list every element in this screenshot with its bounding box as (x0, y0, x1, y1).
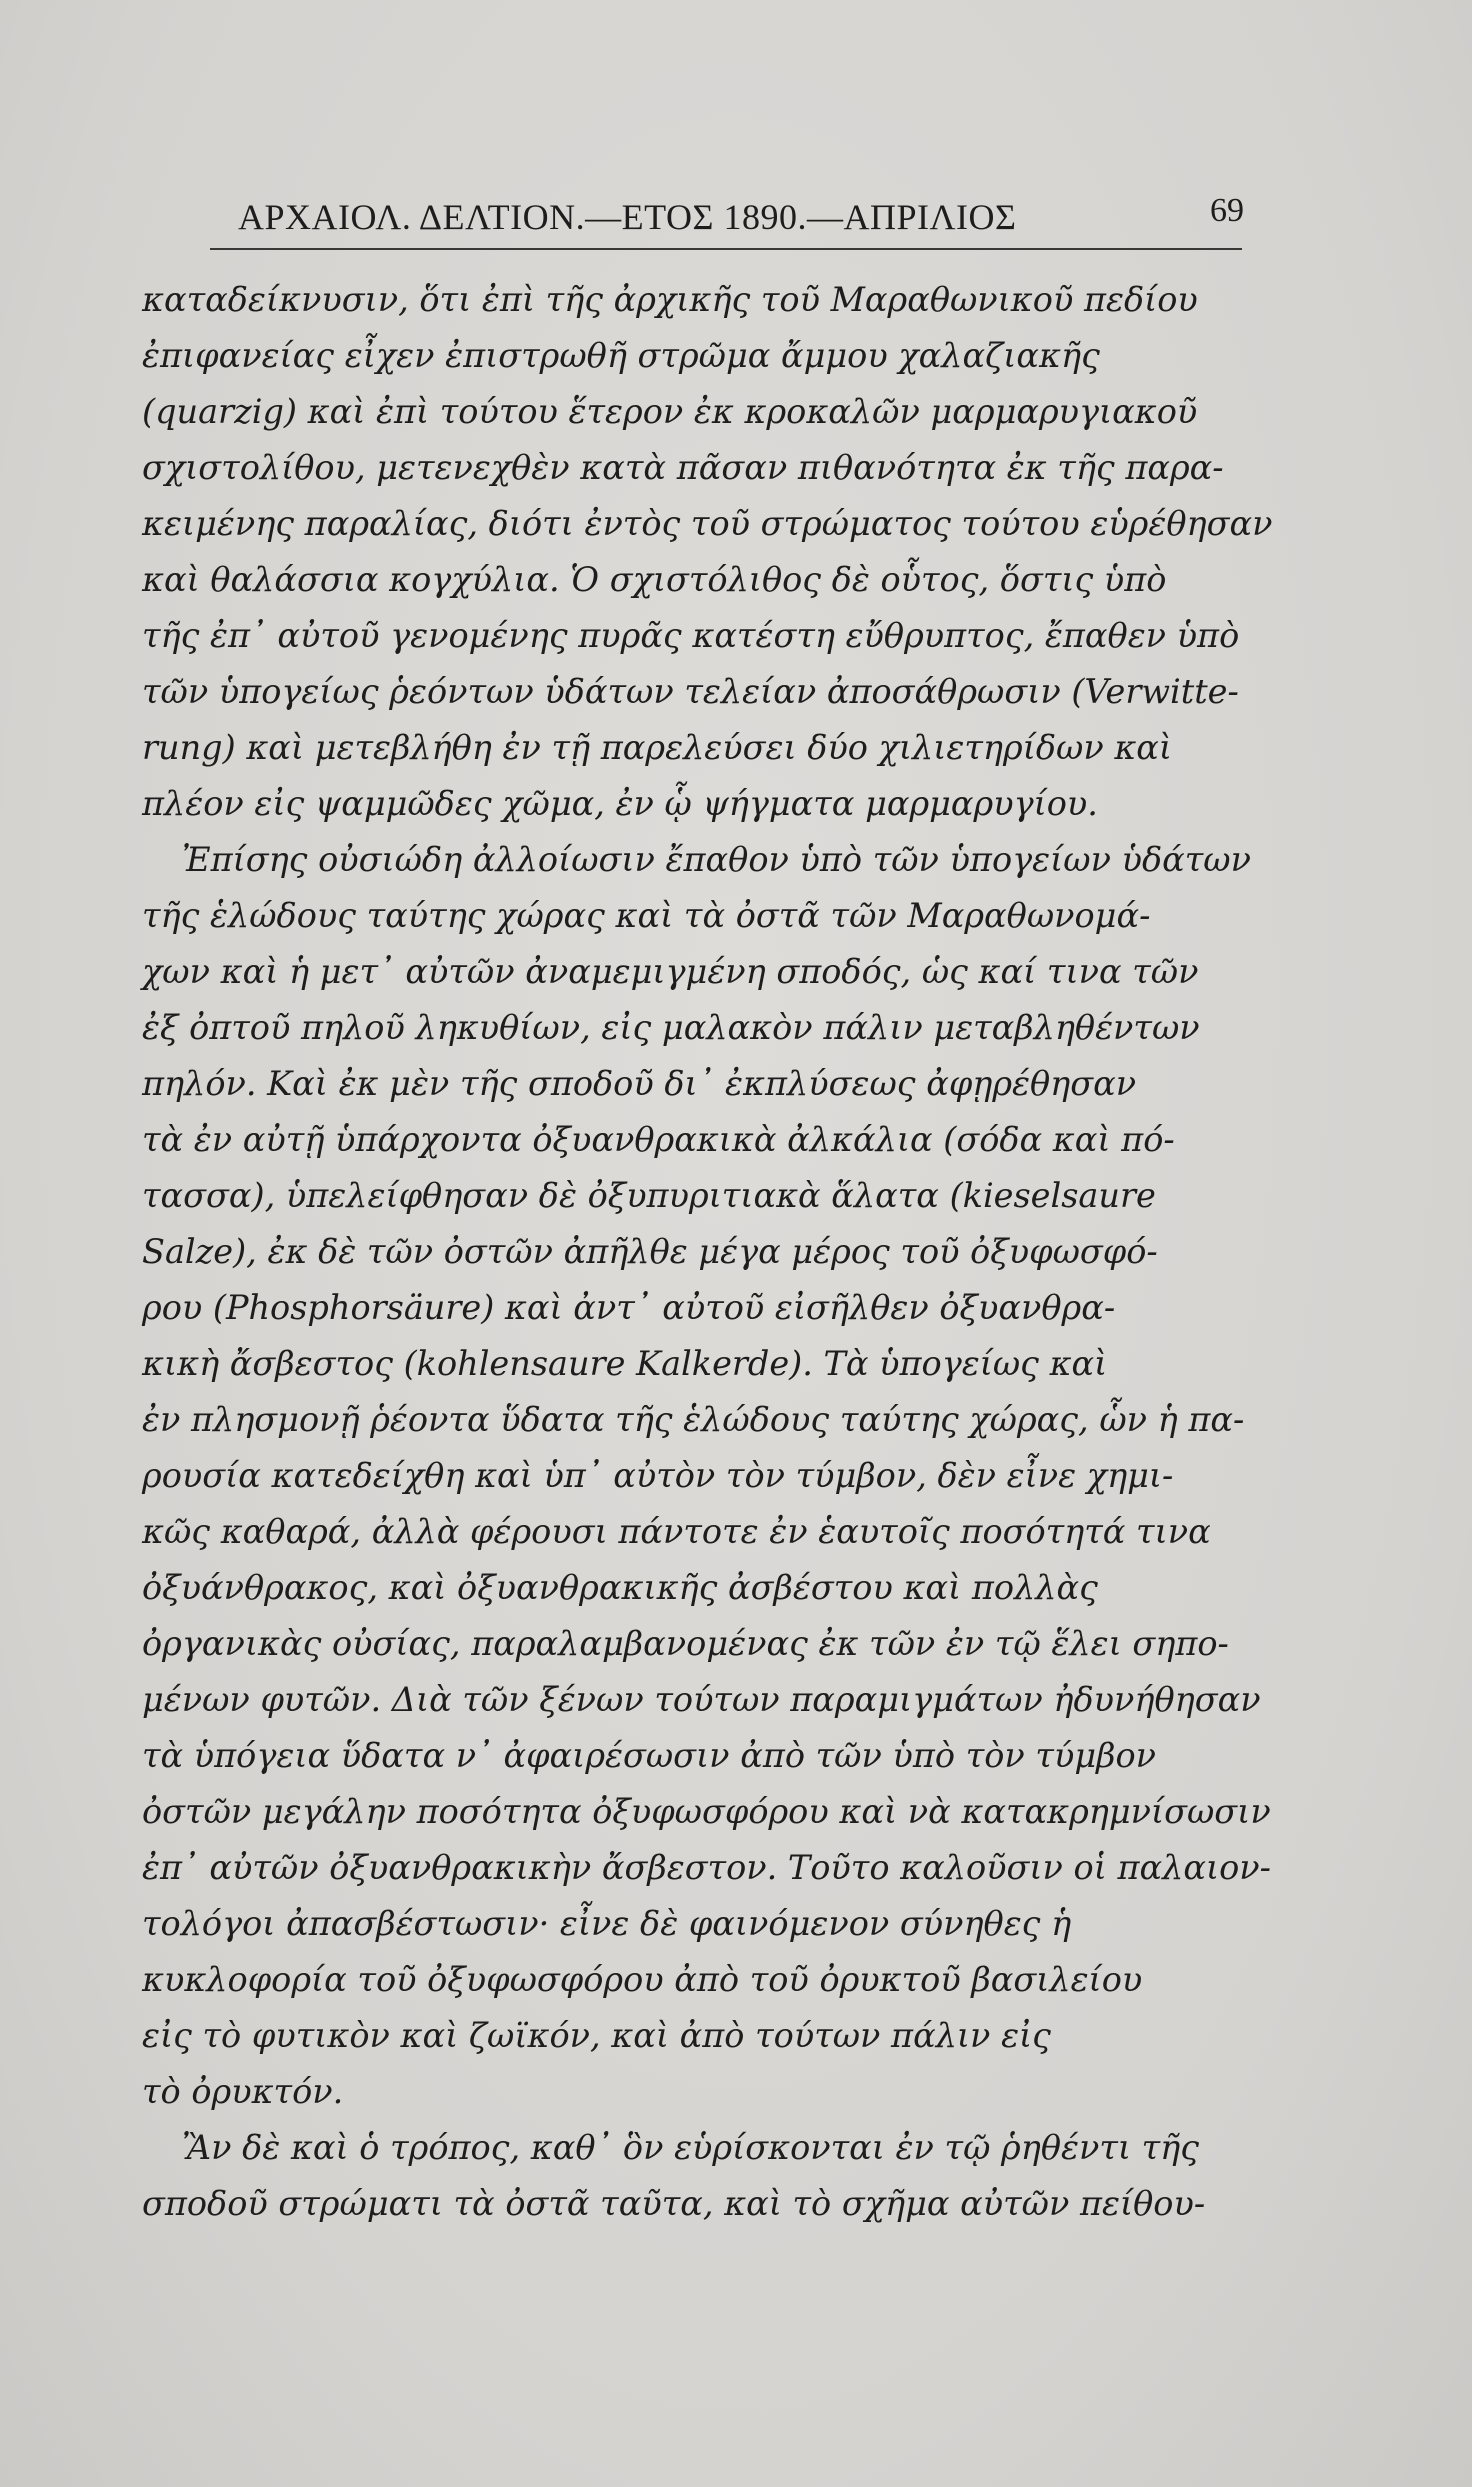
text-line: ὀστῶν μεγάλην ποσότητα ὀξυφωσφόρου καὶ νὰ κατακρημνίσωσιν (142, 1792, 1271, 1831)
page-header (210, 192, 1260, 242)
text-line: χων καὶ ἡ μετ᾽ αὐτῶν ἀναμεμιγμένη σποδός, ὡς καί τινα τῶν (142, 952, 1199, 991)
text-line: κικὴ ἄσβεστος (kohlensaure Kalkerde). Τὰ ὑπογείως καὶ (142, 1344, 1108, 1383)
text-line: σποδοῦ στρώματι τὰ ὀστᾶ ταῦτα, καὶ τὸ σχῆμα αὐτῶν πείθου- (142, 2184, 1206, 2223)
text-line: πηλόν. Καὶ ἐκ μὲν τῆς σποδοῦ δι᾽ ἐκπλύσεως ἀφῃρέθησαν (142, 1064, 1137, 1103)
text-line: κειμένης παραλίας, διότι ἐντὸς τοῦ στρώματος τούτου εὑρέθησαν (142, 504, 1273, 543)
text-line: εἰς τὸ φυτικὸν καὶ ζωϊκόν, καὶ ἀπὸ τούτων πάλιν εἰς (142, 2016, 1051, 2055)
text-line: ρουσία κατεδείχθη καὶ ὑπ᾽ αὐτὸν τὸν τύμβον, δὲν εἶνε χημι- (142, 1456, 1174, 1495)
text-line: τῆς ἑλώδους ταύτης χώρας καὶ τὰ ὀστᾶ τῶν Μαραθωνομά- (142, 896, 1151, 935)
paragraph-start-line: Ἂν δὲ καὶ ὁ τρόπος, καθ᾽ ὃν εὑρίσκονται ἐν τῷ ῥηθέντι τῆς (182, 2128, 1200, 2167)
text-line: τῶν ὑπογείως ῥεόντων ὑδάτων τελείαν ἀποσάθρωσιν (Verwitte- (142, 672, 1239, 711)
text-line: rung) καὶ μετεβλήθη ἐν τῇ παρελεύσει δύο χιλιετηρίδων καὶ (142, 728, 1173, 767)
text-line: πλέον εἰς ψαμμῶδες χῶμα, ἐν ᾧ ψήγματα μαρμαρυγίου. (142, 784, 1098, 823)
page-number: 69 (1210, 192, 1244, 229)
text-line: (quarzig) καὶ ἐπὶ τούτου ἕτερον ἐκ κροκαλῶν μαρμαρυγιακοῦ (142, 392, 1198, 431)
text-line: ἐπιφανείας εἶχεν ἐπιστρωθῆ στρῶμα ἄμμου χαλαζιακῆς (142, 336, 1100, 375)
running-head: ΑΡΧΑΙΟΛ. ΔΕΛΤΙΟΝ.—ΕΤΟΣ 1890.—ΑΠΡΙΛΙΟΣ (238, 197, 1017, 237)
text-line: τὰ ὑπόγεια ὕδατα ν᾽ ἀφαιρέσωσιν ἀπὸ τῶν ὑπὸ τὸν τύμβον (142, 1736, 1156, 1775)
text-line: κῶς καθαρά, ἀλλὰ φέρουσι πάντοτε ἐν ἑαυτοῖς ποσότητά τινα (142, 1512, 1211, 1551)
text-line: ὀργανικὰς οὐσίας, παραλαμβανομένας ἐκ τῶν ἐν τῷ ἕλει σηπο- (142, 1624, 1229, 1663)
text-line: ὀξυάνθρακος, καὶ ὀξυανθρακικῆς ἀσβέστου καὶ πολλὰς (142, 1568, 1098, 1607)
text-line: μένων φυτῶν. Διὰ τῶν ξένων τούτων παραμιγμάτων ἠδυνήθησαν (142, 1680, 1261, 1719)
text-line: ἐπ᾽ αὐτῶν ὀξυανθρακικὴν ἄσβεστον. Τοῦτο καλοῦσιν οἱ παλαιον- (142, 1848, 1271, 1887)
text-line: σχιστολίθου, μετενεχθὲν κατὰ πᾶσαν πιθανότητα ἐκ τῆς παρα- (142, 448, 1224, 487)
text-line: τολόγοι ἀπασβέστωσιν· εἶνε δὲ φαινόμενον σύνηθες ἡ (142, 1904, 1072, 1943)
text-line: καταδείκνυσιν, ὅτι ἐπὶ τῆς ἀρχικῆς τοῦ Μαραθωνικοῦ πεδίου (142, 280, 1198, 319)
text-line: ἐξ ὀπτοῦ πηλοῦ ληκυθίων, εἰς μαλακὸν πάλιν μεταβληθέντων (142, 1008, 1200, 1047)
text-line: τασσα), ὑπελείφθησαν δὲ ὀξυπυριτιακὰ ἅλατα (kieselsaure (142, 1176, 1156, 1215)
text-line: καὶ θαλάσσια κογχύλια. Ὁ σχιστόλιθος δὲ οὗτος, ὅστις ὑπὸ (142, 560, 1167, 599)
text-line: ρου (Phosphorsäure) καὶ ἀντ᾽ αὐτοῦ εἰσῆλθεν ὀξυανθρα- (142, 1288, 1116, 1327)
text-line: τὸ ὀρυκτόν. (142, 2072, 344, 2111)
text-line: τῆς ἐπ᾽ αὐτοῦ γενομένης πυρᾶς κατέστη εὔθρυπτος, ἔπαθεν ὑπὸ (142, 616, 1240, 655)
header-rule (210, 248, 1242, 250)
text-line: Salze), ἐκ δὲ τῶν ὀστῶν ἀπῆλθε μέγα μέρος τοῦ ὀξυφωσφό- (142, 1232, 1158, 1271)
text-line: τὰ ἐν αὐτῇ ὑπάρχοντα ὀξυανθρακικὰ ἀλκάλια (σόδα καὶ πό- (142, 1120, 1175, 1159)
text-line: κυκλοφορία τοῦ ὀξυφωσφόρου ἀπὸ τοῦ ὀρυκτοῦ βασιλείου (142, 1960, 1143, 1999)
text-line: ἐν πλησμονῇ ῥέοντα ὕδατα τῆς ἑλώδους ταύτης χώρας, ὧν ἡ πα- (142, 1400, 1245, 1439)
paragraph-start-line: Ἐπίσης οὐσιώδη ἀλλοίωσιν ἔπαθον ὑπὸ τῶν ὑπογείων ὑδάτων (182, 840, 1251, 879)
